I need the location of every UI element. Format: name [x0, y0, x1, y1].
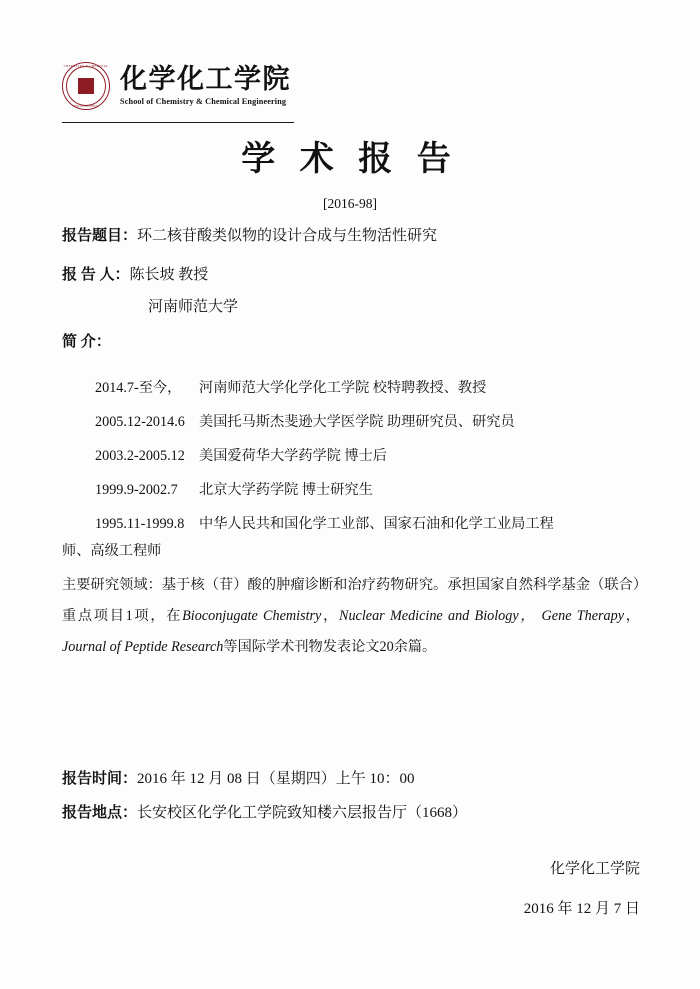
cv-continuation: 师、高级工程师 — [62, 543, 162, 559]
cv-date: 2003.2-2005.12 — [95, 448, 185, 465]
field-time-value: 2016 年 12 月 08 日（星期四）上午 10：00 — [137, 771, 415, 787]
journal-name-4: Journal of Peptide Research — [62, 639, 224, 655]
document-number: [2016-98] — [323, 196, 377, 211]
paragraph-part-2: 等国际学术刊物发表论文20余篇。 — [223, 639, 437, 655]
field-affiliation-value: 河南师范大学 — [148, 299, 239, 315]
header-divider — [62, 122, 294, 123]
cv-text: 美国爱荷华大学药学院 博士后 — [199, 448, 387, 465]
cv-text: 中华人民共和国化学工业部、国家石油和化学工业局工程 — [199, 516, 554, 533]
list-item — [95, 381, 655, 397]
cv-text: 美国托马斯杰斐逊大学医学院 助理研究员、研究员 — [199, 414, 515, 431]
field-intro-label: 简 介： — [62, 334, 111, 350]
field-speaker-label: 报 告 人： — [62, 267, 130, 283]
journal-name-1: Bioconjugate Chemistry — [182, 608, 322, 624]
cv-date: 2005.12-2014.6 — [95, 414, 185, 431]
paragraph-separator-2: ， — [624, 608, 640, 624]
seal-top-text: CHEMISTRY & CHEMICAL — [63, 64, 109, 68]
letterhead — [62, 62, 291, 110]
seal-inner-ring — [66, 66, 106, 106]
signature-organization: 化学化工学院 — [549, 861, 640, 877]
research-paragraph — [62, 570, 640, 663]
list-item — [95, 517, 655, 533]
field-topic-label: 报告题目： — [62, 228, 138, 244]
field-speaker-value: 陈长坡 教授 — [129, 267, 209, 283]
cv-text: 河南师范大学化学化工学院 校特聘教授、教授 — [199, 380, 487, 396]
cv-date: 1995.11-1999.8 — [95, 516, 185, 533]
institute-name-en: School of Chemistry & Chemical Engineering — [120, 96, 287, 106]
field-intro — [62, 334, 111, 351]
field-time — [62, 771, 415, 788]
signature-date: 2016 年 12 月 7 日 — [523, 901, 640, 917]
journal-name-3: Gene Therapy — [536, 608, 625, 624]
institute-name-block — [120, 65, 291, 106]
cv-text: 北京大学药学院 博士研究生 — [199, 482, 373, 499]
list-item — [95, 449, 655, 465]
field-affiliation — [148, 299, 238, 316]
field-speaker — [62, 267, 208, 284]
field-topic — [62, 228, 437, 245]
paragraph-separator-1: ， — [321, 608, 339, 624]
institute-name-cn: 化学化工学院 — [120, 64, 291, 95]
cv-date: 1999.9-2002.7 — [95, 482, 178, 499]
field-topic-value: 环二核苷酸类似物的设计合成与生物活性研究 — [137, 228, 438, 244]
field-place-label: 报告地点： — [62, 805, 138, 821]
cv-date: 2014.7-至今， — [95, 380, 182, 396]
page-title: 学 术 报 告 — [241, 141, 459, 178]
list-item — [95, 415, 655, 431]
field-place — [62, 805, 467, 822]
journal-name-2: Nuclear Medicine and Biology， — [338, 608, 537, 624]
university-seal-icon — [62, 62, 110, 110]
field-time-label: 报告时间： — [62, 771, 138, 787]
list-item — [95, 483, 655, 499]
paragraph-part-1: 主要研究领域：基于核（苷）酸的肿瘤诊断和治疗药物研究。承担国家自然科学基金（联合）重点项目1项，在 — [62, 577, 640, 624]
seal-bottom-text: ENGINEERING — [73, 104, 99, 108]
cv-list — [95, 381, 655, 552]
field-place-value: 长安校区化学化工学院致知楼六层报告厅（1668） — [137, 805, 468, 821]
